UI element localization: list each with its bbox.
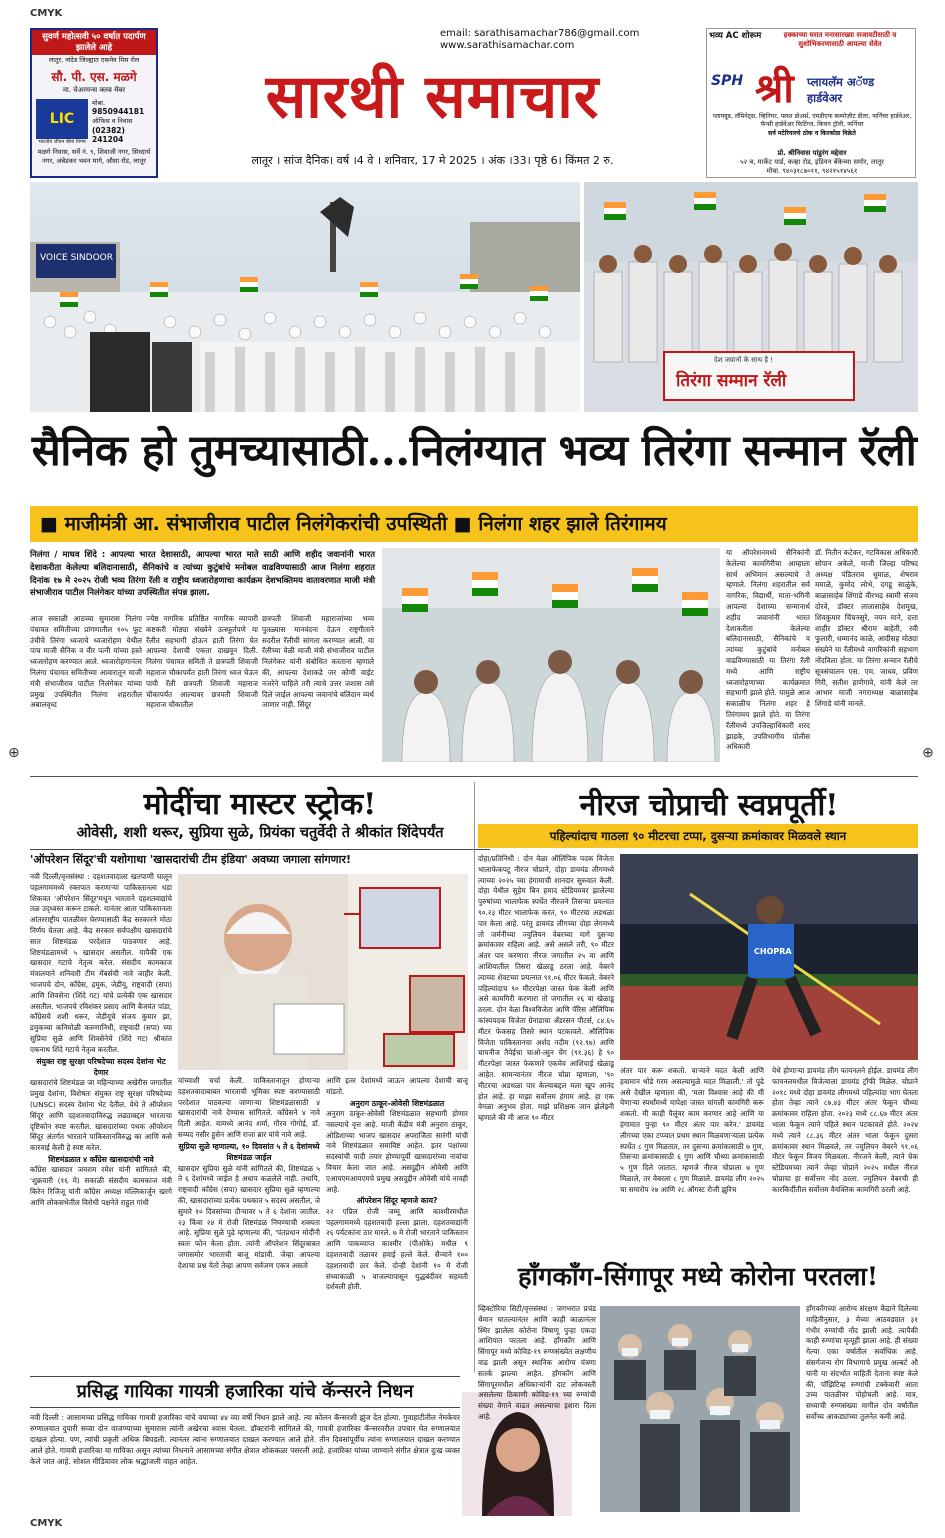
modi-subheadline: ओवेसी, शशी थरूर, सुप्रिया सुळे, प्रियंका चतुर्वेदी ते श्रीकांत शिंदेपर्यंत <box>76 825 444 841</box>
registration-mark-right: ⊕ <box>922 745 934 761</box>
plylam-products: प्लायवूड, लॅमिनेट्स, व्हिनियर, फ्लश डोअर्स, एमडीएफ कम्पोज़ीट डीला, फर्निचर हार्डवेअर, फॅन्सी हार्डवेअर फिटिंग्ज, किचन ट्रॉली, फर्निचर <box>712 113 912 129</box>
email-text: email: sarathisamachar786@gmail.com <box>440 28 640 39</box>
hongkong-headline: हाँगकाँग-सिंगापूर मध्ये कोरोना परतला! <box>517 1262 879 1292</box>
neeraj-photo <box>620 854 918 1060</box>
tiranga-samman-banner: तिरंगा सम्मान रॅली <box>676 371 787 391</box>
neeraj-story-col-3: येथे होणाऱ्या डायमंड लीग फायनलने होईल. डायमंड लीग फायनलमधील विजेत्याला डायमंड ट्रॉफी मिळेल. चोप्राने २०१८ मध्ये दोहा डायमंड लीगमध्ये पहिल्यांदा भाग घेतला होता तेव्हा त्याने ८७.४३ मीटर अंतर फेकून चौथ्या क्रमांकावर राहिला होता. २०२३ मध्ये ८८.६७ मीटर अंतर भाला फेकून त्याने पहिले स्थान पटकावले होते. २०२४ मध्ये त्याने ८८.३६ मीटर अंतर भाला फेकून दुसरा क्रमांकावर स्थान मिळवले, तर ज्युलियन वेबरने ९१.०६ मीटर फेकून विजय मिळवला. नीरजने केली, त्याने चेक स्टेडियमच्या त्याने जेव्हा चोप्राने २०२५ मधील नीरज चोप्राचा हा सर्वोत्तम नोंद ठरला. ज्युलियन वेबरची ही कारकिर्दीतील सर्वोत्तम वैयक्तिक कामगिरी ठरली आहे. <box>772 1066 918 1194</box>
lic-advertisement <box>30 28 158 178</box>
plylam-address: ५२ ब, मार्केट यार्ड, कव्हा रोड, इंडियन बँकेच्या समोर, लातूर <box>740 158 884 167</box>
modi-col3-subhead-2: ऑपरेशन सिंदूर म्हणजे काय? <box>356 1196 438 1206</box>
agent-name: सौ. पी. एस. मळगे <box>51 69 137 84</box>
website-text: www.sarathisamachar.com <box>440 40 575 51</box>
modi-col2-subhead: सुप्रिया सुळे म्हणाल्या, १० दिवसांत ५ ते ६ देशांमध्ये शिष्टमंडळ जाईल <box>178 1141 320 1163</box>
gayatri-headline: प्रसिद्ध गायिका गायत्री हजारिका यांचे कॅन्सरने निधन <box>30 1376 460 1408</box>
neeraj-subheadline: पहिल्यांदाच गाठला ९० मीटरचा टप्पा, दुसऱ्या क्रमांकावर मिळवले स्थान <box>478 824 918 848</box>
main-headline: सैनिक हो तुमच्यासाठी...निलंग्यात भव्य तिरंगा सन्मान रॅली <box>31 426 917 476</box>
main-story-intro: निलंगा / माधव शिंदे : आपल्या भारत देशासाठी, आपल्या भारत माते साठी आणि शहीद जवानांनी भारत देशाकरीता केलेल्या बलिदानासाठी, सैनिकांचे व त्यांच्या कुटुंबांचे मनोबल वाढविण्यासाठी आज निलंगा शहरात दिनांक १७ मे २०२५ रोजी भव्य तिरंगा रॅली व राष्ट्रीय ध्वजारोहणाचा कार्यक्रम देशभक्तिमय वातावरणात माजी मंत्री संभाजीराव पाटील निलंगेकर यांच्या उपस्थितीत संपन्न झाला. <box>30 549 375 598</box>
agent-phone-2: (02382) 241204 <box>92 125 125 145</box>
modi-strapline: 'ऑपरेशन सिंदूर'ची यशोगाथा 'खासदारांची टीम इंडिया' अवघ्या जगाला सांगणार! <box>30 849 490 870</box>
office-label: ऑफिस व निवास <box>92 117 133 126</box>
lic-ad-banner: सुवर्ण महोत्सवी ५० वर्षात पदार्पण झालेले आहे <box>32 30 156 55</box>
showroom-label: भव्य AC शोरूम <box>709 31 762 41</box>
modi-col2-text: यांच्याशी चर्चा केली. पाकिस्तानातून होणाऱ्या दहशतवादाबाबत भारताची भूमिका स्पष्ट करण्यासाठी परदेशात पाठवल्या जाणाऱ्या शिष्टमंडळासाठी ४ खासदारांची नावे देण्यास सांगितले. काँग्रेसने ४ नावे दिली आहेत. यामध्ये आनंद शर्मा, गौरव गोगोई, डॉ. सय्यद नसीर हुसेन आणि राजा ब्रार यांचे नावे आहे. <box>178 1076 320 1139</box>
lic-logo-icon: LIC <box>36 99 88 139</box>
section-divider <box>30 776 918 777</box>
sph-logo-icon: SPH <box>711 73 744 89</box>
modi-story-col-2 <box>178 1076 320 1372</box>
modi-col3b-text: अनुराग ठाकूर-ओवेसी शिष्टमंडळात सहभागी होणार नसल्याचे वृत्त आहे. माजी केंद्रीय मंत्री अनुराग ठाकूर, ओडिशाच्या भाजप खासदार अपराजिता सारंगी यांची नावे शिष्टमंडळात समाविष्ट आहेत. इतर पक्षांच्या सदस्यांची यादी तयार होण्यापूर्वी खासदारांच्या नावांचा विचार केला जात आहे. असदुद्दीन ओवेसी आणि एआयएमआयएमचे प्रमुख असदुद्दीन ओवेसी यांचे नावही आहे. <box>326 1108 468 1194</box>
modi-col3-text: आणि इतर देशांमध्ये जाऊन आपल्या देशाची बाजू मांडतो. <box>326 1076 468 1096</box>
modi-headline: मोदींचा मास्टर स्ट्रोक! <box>143 787 377 822</box>
plylam-tagline: हक्काच्या घरात मनासारख्या सजावटीसाठी व सुशोभिकरणासाठी आपल्या सेवेत <box>783 31 897 49</box>
lic-logo-tag: भारतीय जीवन बीमा निगम <box>38 138 86 145</box>
newspaper-masthead: सारथी समाचार <box>265 62 600 132</box>
masked-crowd-photo <box>600 1306 800 1512</box>
modi-col1-text: नवी दिल्ली/वृत्तसंस्था : दहशतवादाला खतपाणी घालून पहलगाममध्ये रक्तपात करणाऱ्या पाकिस्तानला धडा शिकवत 'ऑपरेशन सिंदूर'मधून भारताने दहशतवाद्यांचे तळ उद्ध्वस्त करून टाकले. यानंतर आता पाकिस्तानला आंतरराष्ट्रीय पातळीवर घेरण्यासाठी केंद्र सरकारने मोठा निर्णय घेतला आहे. केंद्र सरकार सर्वपक्षीय खासदारांचे सात शिष्टमंडळ परदेशात पाठवणार आहे. शिष्टमंडळामध्ये ५ खासदार असतील. यापैकी एक खासदार गटाचे नेतृत्व करेल. संसदीय कामकाज मंत्रालयाने शनिवारी टीम मेंबर्सची नावे जाहीर केली. भाजपचे दोन, काँग्रेस, द्रमुक, जेडीयू, राष्ट्रवादी (सपा) आणि शिवसेना (शिंदे गट) यांचे प्रत्येकी एक खासदार असतील. भाजपचे रविशंकर प्रसाद आणि बैजयंत पांडा, काँग्रेसचे शशी थरूर, जेडीयूचे संजय कुमार झा, द्रमुकच्या कनिमोळी करुणानिधी, राष्ट्रवादी (सपा) च्या सुप्रिया सुळे आणि शिवसेनेचे (शिंदे गट) श्रीकांत एकनाथ शिंदे गटाचे नेतृत्व करतील. <box>30 872 172 1054</box>
agent-role: मा. चेअरमन्स क्लब मेंबर <box>62 85 126 94</box>
modi-col1b-text: खासदारांचे शिष्टमंडळ जा महिन्याच्या अखेरीस जगातील प्रमुख देशांना, विशेषतः संयुक्त राष्ट्र सुरक्षा परिषदेच्या (UNSC) सदस्य देशांना भेट देतील. येथे ते ऑपरेशन सिंदूर आणि दहशतवादाविरुद्ध लढ्याबद्दल भारताचा दृष्टिकोन स्पष्ट करतील. खासदारांच्या पथक ऑपरेशन सिंदूर अंतर्गत भारताने पाकिस्तानविरुद्ध का आणि कसे कारवाई केली हे स्पष्ट करेल. <box>30 1078 172 1153</box>
main-story-col-4: या ऑपरेशनमध्ये सैनिकांनी केलेल्या कामगिरीचा आम्हाला सार्थ अभिमान असल्याचे ते म्हणाले. निलंगा शहरातील सर्व नागरिक, विद्यार्थी, माता-भगिनी आपल्या देशाच्या सन्मानार्थ शहीद जवानांनी भारत देशाकरीता केलेल्या बलिदानासाठी, सैनिकांचे व त्यांच्या कुटुंबांचे मनोबल वाढविण्यासाठी या तिरंगा रॅली मध्ये आणि राष्ट्रीय ध्वजारोहणाच्या कार्यक्रमात सहभागी झाले होते. यामुळे आज सकाळीच निलंगा शहर हे तिरंगामय झाले होते. या तिरंगा रॅलीमध्ये उपजिल्हाधिकारी शरद झाडके, उपविभागीय पोलीस अधिकारी <box>726 548 810 752</box>
cmyk-mark-bottom: CMYK <box>30 1518 63 1529</box>
modi-col1c-text: काँग्रेस खासदार जयराम रमेश यांनी सांगितले की, 'शुक्रवारी (१६ मे) सकाळी संसदीय कामकाज मंत्री किरेन रिजिजू यांनी काँग्रेस अध्यक्ष मल्लिकार्जुन खरगे आणि लोकसभेतील विरोधी पक्षनेते राहुल गांधी <box>30 1165 172 1207</box>
modi-story-col-3 <box>326 1076 468 1372</box>
plylam-mobile: मोबा. ९४०३१८७०११, ९४२१५१४५६१ <box>766 167 858 176</box>
contact-info <box>440 28 639 52</box>
brand-line-2: हार्डवेअर <box>807 90 843 105</box>
main-story-col-3: छत्रपती शिवाजी महाराजांच्या भव्य पुतळ्यास मानवंदना देऊन राष्ट्रगीताने सदरील रॅलीची सांगता करण्यात आली. या रॅलीच्या वेळी माजी मंत्री संभाजीराव पाटील निलंगेकर यांनी संबोधित करताना म्हणाले की, आपल्या देशाकडे जर कोणी वाईट नजरेने पाहिले तरी त्याचे उत्तर जशास तसे दिले जाईल आपल्या जवानांचे बलिदान व्यर्थ जाणार नाही. सिंदूर <box>262 614 374 710</box>
modi-col2b-text: खासदार सुप्रिया सुळे यांनी सांगितले की, शिष्टमंडळ ५ ते ६ देशांमध्ये जाईल हे अधाप कळलेले नाही. तथापि, राष्ट्रवादी काँग्रेस (सपा) खासदार सुप्रिया सुळे म्हणाल्या की, खासदारांच्या प्रत्येक पथकात ५ सदस्य असतील, जे सुमारे १० दिवसांच्या दौऱ्यावर ५ ते ६ देशांना जातील. २३ किंवा २४ मे रोजी शिष्टमंडळ निघण्याची शक्यता आहे. सुप्रिया सुळे पुढे म्हणाल्या की, 'पंतप्रधान मोदींनी स्वतः फोन केला होता. त्यांनी ऑपरेशन सिंदूरबाबत जगासमोर भारताची बाजू मांडावी. जेव्हा आपल्या देशाचा प्रश्न येतो तेव्हा आपण सर्वजण एकत्र असतो <box>178 1163 320 1270</box>
main-story-col-2: ज्येष्ठ नागरिक प्रतिष्ठित नागरिक व्यापारी कष्टकरी मोठ्या संख्येने उत्स्फूर्तपणे या रॅलीत सहभागी होऊन हाती तिरंगा घेत आपल्या देशाची एकता दाखवून दिली. निलंगा पंचायत समिती ते छत्रपती शिवाजी महाराज चौकापर्यंत हाती तिरंगा ध्वज घेऊन पायी रॅली छत्रपती शिवाजी महाराज चौकापर्यंत आल्यावर छत्रपती शिवाजी महाराज चौकातील <box>146 614 258 710</box>
column-divider <box>474 782 475 1372</box>
neeraj-headline: नीरज चोप्राची स्वप्नपूर्ती! <box>579 788 839 823</box>
voice-sindoor-banner: VOICE SINDOOR <box>40 253 114 263</box>
plylam-advertisement <box>706 28 916 178</box>
proprietor-name: प्रो. श्रीनिवास पांडुरंग मद्देवार <box>777 149 847 157</box>
banner-small-text: देश जवानों के साथ है ! <box>714 356 774 364</box>
agent-address: मळगे निवास, सर्वे नं. ९, शिवाजी नगर, सिध्दार्थ नगर, अंबेडकर भवन मागे, औसा रोड, लातूर <box>37 148 151 165</box>
cmyk-mark-top: CMYK <box>30 8 63 19</box>
students-rally-photo <box>382 548 720 762</box>
main-story-col-1: आज सकाळी आठच्या सुमारास निलंगा पंचायत समितीच्या प्रांगणातील १०५ फूट उंचीचे तिरंगा ध्वजाचे ध्वजारोहण येथील पाच माजी सैनिक व वीर पत्नी यांच्या हस्ते ध्वजारोहण करण्यात आले. ध्वजारोहणानंतर निलंगा पंचायत समितीच्या आवारातून माजी मंत्री संभाजीराव पाटील निलंगेकर यांच्या प्रमुख उपस्थितीत निलंगा शहरातील अबालवृध्द <box>30 614 142 710</box>
athlete-bib: CHOPRA <box>754 947 792 956</box>
lic-ad-subbanner: लातूर, नांदेड जिल्ह्यात एकमेव मिस रोल <box>48 56 140 65</box>
plylam-products-2: सर्व मटेरियलचे ठोक व किरकोळ विक्रेते <box>768 129 856 137</box>
modi-story-col-1 <box>30 872 172 1372</box>
gayatri-body: नवी दिल्ली : आसामच्या प्रसिद्ध गायिका गायत्री हजारिका यांचे वयाच्या ४४ व्या वर्षी निधन झाले आहे. त्या कोलन कॅन्सरशी झुंज देत होत्या. गुवाहाटीतील नेमकेयर रुग्णालयात दुपारी सव्वा दोन वाजण्याच्या सुमारास त्यांनी अखेरचा श्वास घेतला. डॉक्टरांनी सांगितले की, गायत्री हजारिका कॅन्सरवरील उपचार घेत रुग्णालयात दाखल होत्या. पण, त्यांची प्रकृती अधिक बिघडली. त्यानंतर त्यांना रुग्णालयात दाखल करण्यात आले होते. तीन दिवसांपूर्वीच त्यांना रुग्णालयात दाखल करण्यात आले होते. गायत्री हजारिका या गायिका असून त्यांच्या निधनाने आसामच्या संगीत क्षेत्रात शोककळा पसरली आहे. हजारिका यांच्या जाण्याने संगीत क्षेत्रात दुःख व्यक्त केले जात आहे. सोशल मीडियावर लोक श्रद्धांजली वाहत आहेत. <box>30 1413 460 1467</box>
registration-mark-left: ⊕ <box>8 745 20 761</box>
modi-photo <box>178 874 468 1070</box>
modi-col1-subhead: संयुक्त राष्ट्र सुरक्षा परिषदेच्या सदस्य देशांना भेट देणार <box>36 1056 166 1077</box>
shri-logo: श्री <box>755 65 794 112</box>
main-story-col-5: डॉ. नितीन कटेकर, गटविकास अधिकारी सोपान अकेले, माजी जिल्हा परिषद अध्यक्ष पंडितराव धुमाळ, शेषराव ममाळे, कुमोद लोभे, दगडू साळुंके, बाळासाहेब शिंगाडे वीरभद्र स्वामी संजय दोरवे, डॉक्टर लालासाहेब देशमुख, शिवकुमार चिंचनसुरे, नयन माने, दत्ता शाहीर डॉक्टर श्रीराम बाहेती, रवी फुलारी, धम्मानंद काळे, आदीसह मोठ्या संख्येने या रॅलीमध्ये नागरिकांनी सहभाग नोंदविला होता. या तिरंगा सन्मान रॅलीचे सूत्रसंचालन एस. एम. जाधव, प्रविण गिरी, सतीश हाणेगावे, यांनी केले तर आभार माजी नगराध्यक्ष बाळासाहेब शिंगाडे यांनी मानले. <box>815 548 918 709</box>
agent-phone: 9850944181 <box>92 107 145 117</box>
neeraj-story-col-1: दोहा/प्रतिनिधी : दोन वेळा ऑलिंपिक पदक विजेता भालाफेकपटू नीरज चोप्राने, दोहा डायमंड लीगमध्ये त्याच्या २०२५ च्या हंगामाची शानदार सुरुवात केली. दोहा येथील सुहेम बिन हमाद स्टेडियमवर झालेल्या पुरुषांच्या भालाफेक स्पर्धेत नीरजने तिसऱ्या प्रयत्नात ९०.२३ मीटर भालाफेक करत, ९० मीटरचा अडथळा पार केला आहे. परंतु डायमंड लीगच्या दोहा लेगमध्ये तो जर्मनीच्या ज्युलियन वेबरच्या मागे दुसऱ्या क्रमांकावर राहिला आहे. असे असले तरी, ९० मीटर अंतर पार करणारा नीरज जगातील २५ वा आणि आशियातील तिसरा खेळाडू ठरला आहे. वेबरने त्याच्या शेवटच्या प्रयत्नात ९१.०६ मीटर फेकले. वेबरने पहिल्यांदाच ९० मीटरपेक्षा जास्त फेक केली आणि असे कामगिरी करणारा तो जगातील २६ वा खेळाडू ठरला. दोन वेळा विश्वविजेता आणि पॅरिस ऑलिंपिक कांस्यपदक विजेता ग्रेनाडाचा अँडरसन पीटर्स, ८४.६५ मीटर फेकसह तिसरे स्थान पटकावले. ऑलिंपिक विजेता पाकिस्तानचा अर्शद नदीम (९२.९७) आणि चायनीज तैपेईचा चाओ-त्सुन चेंग (९१.३६) हे ९० मीटरपेक्षा जास्त फेकणारे एकमेव आशियाई खेळाडू आहेत. सामन्यानंतर नीरज चोप्रा म्हणाला, '९० मीटरचा अडथळा पार केल्याबद्दल मला खूप आनंद होत आहे. हा माझा सर्वोत्तम हंगाम आहे. हा एक वेगळा अनुभव होता. माझे प्रशिक्षक जान झेलेझ्नी म्हणाले की मी आज ९० मीटर <box>478 854 614 1123</box>
dateline: लातूर । सांज दैनिक। वर्ष ।4 वे । शनिवार, 17 मे 2025 । अंक ।33। पृष्ठे 6। किंमत 2 रु. <box>251 154 614 167</box>
hongkong-story-col-2: हाँगकाँगच्या आरोग्य संरक्षण केंद्राने दिलेल्या माहितीनुसार, ३ मेच्या आठवड्यात ३१ गंभीर रुग्णांची नोंद झाली आहे. त्यापैकी काही रुग्णांचा मृत्यूही झाला आहे. ही संख्या गेल्या एका वर्षातील सर्वाधिक आहे. संसर्गजन्य रोग विभागाचे प्रमुख अल्बर्ट औ यांनी या संदर्भात माहिती देताना स्पष्ट केले की, पॉझिटिव्ह रुग्णांची टक्केवारी आता उच्च पातळीवर पोहोचली आहे. मात्र, सध्याची रुग्णसंख्या मागील दोन वर्षांतील सर्वोच्च आकड्यांच्या तुलनेत कमी आहे. <box>806 1304 918 1421</box>
neeraj-story-col-2: अंतर पार करू शकतो. वाऱ्याने मदत केली आणि हवामान थोडे गरम असल्यामुळे मदत मिळाली.' तो पुढे असे देखील म्हणाला की, 'मला विश्वास आहे की मी येणाऱ्या स्पर्धांमध्ये यापेक्षा जास्त चांगली कामगिरी करू शकतो. मी काही पैलूंवर काम करणार आहे आणि या हंगामात पुन्हा ९० मीटर अंतर पार करेन.' डायमंड लीगच्या एका टप्प्यात प्रथम स्थान मिळवणाऱ्याला प्रत्येक स्पर्धेत ८ गुण मिळतात, तर दुसऱ्या क्रमांकासाठी ७ गुण, तिसऱ्या क्रमांकासाठी ६ गुण आणि चौथ्या क्रमांकासाठी ५ गुण दिले जातात. म्हणजे नीरज चोप्राला ७ गुण मिळाले, तर वेबरला ८ गुण मिळाले. डायमंड लीग २०२५ चा समारोप २७ आणि २८ ऑगस्ट रोजी झुरिच <box>620 1066 764 1194</box>
modi-col1-subhead-2: शिष्टमंडळात ४ काँग्रेस खासदारांची नावे <box>48 1154 154 1164</box>
modi-col3c-text: २२ एप्रिल रोजी जम्मू आणि काश्मीरमधील पहलगाममध्ये दहशतवादी हल्ला झाला. दहशतवाद्यांनी २६ पर्यटकांना ठार मारले. ७ मे रोजी भारताने पाकिस्तान आणि पाकव्याप्त काश्मीर (पीओके) मधील ९ दहशतवादी तळावर हवाई हल्ले केले. सैन्याने १०० दहशतवादी ठार केले. दोन्ही देशांनी १० मे रोजी संध्याकाळी ५ वाजल्यापासून युद्धबंदीवर सहमती दर्शवली होती. <box>326 1206 468 1292</box>
rally-photo-left <box>30 182 580 412</box>
brand-line-1: प्लायलॅम अॅण्ड <box>807 75 875 89</box>
main-subheadline: ■ माजीमंत्री आ. संभाजीराव पाटील निलंगेकरांची उपस्थिती ■ निलंगा शहर झाले तिरंगामय <box>30 506 918 542</box>
mobile-label: मोबा. <box>92 98 106 107</box>
rally-photo-right <box>584 182 918 412</box>
modi-col3-subhead: अनुराग ठाकूर-ओवेसी शिष्टमंडळात <box>349 1098 445 1108</box>
hongkong-story-col-1: व्हिक्टोरिया सिटी/वृत्तसंस्था : जगभरात प्रचंड थैमान घातल्यानंतर आणि काही काळानंतर स्थिर झालेला कोरोना विषाणू पुन्हा एकदा आशियात परतला आहे. हाँगकाँग आणि सिंगापूर मध्ये कोविड-१९ रुग्णसंख्येत लक्षणीय वाढ झाली असून स्थानिक आरोग्य यंत्रणा सतर्क झाल्या आहेत. हाँगकाँग आणि सिंगापूरमधील अधिकाऱ्यांनी दाट लोकवस्ती असलेल्या ठिकाणी कोविड-१९ च्या रुग्णांची संख्या वेगाने वाढत असल्याचा इशारा दिला आहे. <box>478 1304 596 1421</box>
